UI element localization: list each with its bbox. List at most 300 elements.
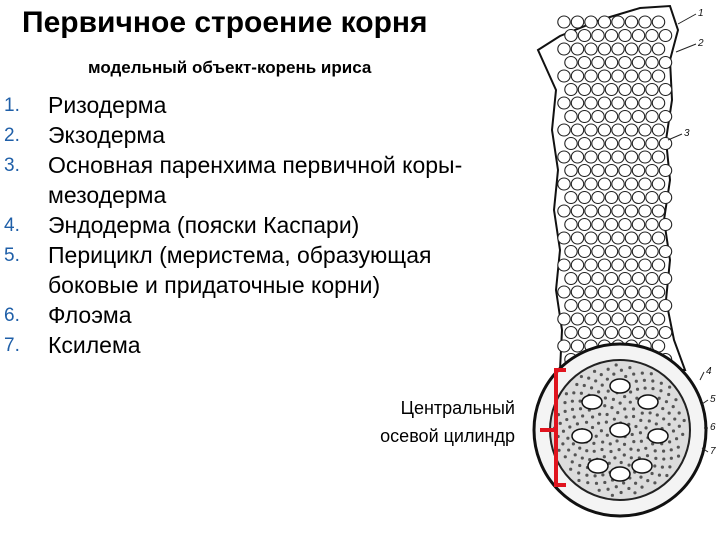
cortex-cell xyxy=(639,178,651,190)
tissue-dot xyxy=(639,476,642,479)
tissue-dot xyxy=(632,440,635,443)
tissue-dot xyxy=(654,449,657,452)
cortex-cell xyxy=(625,259,637,271)
tissue-dot xyxy=(648,419,651,422)
cortex-cell xyxy=(652,97,664,109)
tissue-dot xyxy=(577,479,580,482)
tissue-dot xyxy=(632,407,635,410)
list-item-xylem xyxy=(0,330,462,360)
tissue-dot xyxy=(595,435,598,438)
tissue-dot xyxy=(677,455,680,458)
cortex-cell xyxy=(619,138,631,150)
cortex-cell xyxy=(619,192,631,204)
cortex-cell xyxy=(565,165,577,177)
cortex-cell xyxy=(619,111,631,123)
tissue-dot xyxy=(615,363,618,366)
tissue-dot xyxy=(585,421,588,424)
cortex-cell xyxy=(565,138,577,150)
list-number: 2. xyxy=(4,125,20,146)
tissue-dot xyxy=(580,392,583,395)
cortex-cell xyxy=(652,286,664,298)
tissue-dot xyxy=(619,402,622,405)
cortex-cell xyxy=(578,273,590,285)
tissue-dot xyxy=(629,390,632,393)
tissue-dot xyxy=(563,401,566,404)
cortex-cell xyxy=(659,57,671,69)
cortex-cell xyxy=(585,178,597,190)
cortex-cell xyxy=(585,124,597,136)
tissue-dot xyxy=(670,457,673,460)
tissue-dot xyxy=(632,372,635,375)
list-number: 5. xyxy=(4,245,20,266)
tissue-dot xyxy=(600,448,603,451)
tissue-dot xyxy=(673,417,676,420)
tissue-dot xyxy=(605,421,608,424)
cortex-cell xyxy=(598,43,610,55)
tissue-dot xyxy=(579,407,582,410)
tissue-dot xyxy=(606,488,609,491)
cortex-cell xyxy=(571,151,583,163)
tissue-dot xyxy=(668,423,671,426)
cortex-cell xyxy=(558,205,570,217)
cortex-cell xyxy=(605,192,617,204)
cortex-cell xyxy=(571,232,583,244)
tissue-dot xyxy=(624,375,627,378)
cortex-cell xyxy=(652,43,664,55)
cortex-cell xyxy=(612,43,624,55)
cortex-cell xyxy=(592,165,604,177)
cortex-cell xyxy=(605,84,617,96)
cortex-cell xyxy=(565,300,577,312)
tissue-dot xyxy=(579,400,582,403)
cortex-cell xyxy=(585,43,597,55)
cortex-cell xyxy=(612,286,624,298)
list-item-exodermis xyxy=(0,120,462,150)
list-item-text: Эндодерма (пояски Каспари) xyxy=(48,212,360,238)
tissue-dot xyxy=(646,479,649,482)
tissue-dot xyxy=(591,426,594,429)
list-item-text: боковые и придаточные корни) xyxy=(48,272,381,298)
tissue-dot xyxy=(629,448,632,451)
cortex-cell xyxy=(659,192,671,204)
tissue-dot xyxy=(606,434,609,437)
cortex-cell xyxy=(585,16,597,28)
cortex-cell xyxy=(632,246,644,258)
tissue-dot xyxy=(617,448,620,451)
cortex-cell xyxy=(571,97,583,109)
cortex-cell xyxy=(578,192,590,204)
tissue-dot xyxy=(668,465,671,468)
figure-label: 4 xyxy=(706,366,712,377)
cortex-cell xyxy=(646,327,658,339)
tissue-dot xyxy=(678,411,681,414)
tissue-dot xyxy=(674,398,677,401)
cortex-cell xyxy=(598,151,610,163)
tissue-dot xyxy=(683,419,686,422)
tissue-dot xyxy=(627,487,630,490)
tissue-dot xyxy=(640,440,643,443)
cortex-cell xyxy=(565,327,577,339)
cortex-cell xyxy=(605,30,617,42)
cortex-cell xyxy=(619,165,631,177)
tissue-dot xyxy=(605,413,608,416)
cortex-cell xyxy=(585,97,597,109)
tissue-dot xyxy=(587,377,590,380)
cortex-cell xyxy=(619,84,631,96)
tissue-dot xyxy=(643,386,646,389)
figure-label: 3 xyxy=(684,128,690,139)
tissue-dot xyxy=(598,489,601,492)
tissue-dot xyxy=(609,442,612,445)
tissue-dot xyxy=(559,422,562,425)
cortex-cell xyxy=(605,327,617,339)
cortex-cell xyxy=(639,259,651,271)
tissue-dot xyxy=(603,455,606,458)
tissue-dot xyxy=(565,418,568,421)
list-number: 1. xyxy=(4,95,20,116)
cortex-cell xyxy=(625,151,637,163)
cortex-cell xyxy=(612,97,624,109)
tissue-dot xyxy=(604,396,607,399)
tissue-dot xyxy=(585,449,588,452)
tissue-dot xyxy=(650,372,653,375)
figure-label: 1 xyxy=(698,8,704,19)
cortex-cell xyxy=(605,219,617,231)
cortex-cell xyxy=(585,259,597,271)
cortex-cell xyxy=(632,300,644,312)
cortex-cell xyxy=(612,205,624,217)
tissue-dot xyxy=(635,380,638,383)
cortex-cell xyxy=(578,84,590,96)
tissue-dot xyxy=(561,442,564,445)
tissue-dot xyxy=(601,384,604,387)
list-item-parenchyma xyxy=(0,150,462,210)
cortex-cell xyxy=(592,138,604,150)
tissue-dot xyxy=(656,413,659,416)
tissue-dot xyxy=(567,448,570,451)
cortex-cell xyxy=(619,219,631,231)
cortex-cell xyxy=(578,30,590,42)
list-item-text: Перицикл (меристема, образующая xyxy=(48,242,432,268)
tissue-dot xyxy=(600,373,603,376)
cortex-cell xyxy=(578,219,590,231)
leader-line xyxy=(702,400,708,404)
cortex-cell xyxy=(646,57,658,69)
xylem-vessel xyxy=(610,423,630,437)
tissue-dot xyxy=(598,413,601,416)
cortex-cell xyxy=(646,84,658,96)
tissue-dot xyxy=(623,453,626,456)
tissue-dot xyxy=(612,398,615,401)
cortex-cell xyxy=(639,205,651,217)
cortex-cell xyxy=(612,232,624,244)
cortex-cell xyxy=(558,151,570,163)
cortex-cell xyxy=(619,327,631,339)
tissue-dot xyxy=(615,439,618,442)
tissue-dot xyxy=(633,491,636,494)
list-item-text: Флоэма xyxy=(48,302,132,328)
tissue-dot xyxy=(643,379,646,382)
cortex-cell xyxy=(625,43,637,55)
tissue-dot xyxy=(653,464,656,467)
cortex-cell xyxy=(646,30,658,42)
central-cylinder-label-line2: осевой цилиндр xyxy=(380,426,515,446)
root-cross-section-figure xyxy=(520,0,720,540)
tissue-dot xyxy=(649,411,652,414)
tissue-dot xyxy=(654,457,657,460)
tissue-dot xyxy=(660,382,663,385)
cortex-cell xyxy=(625,205,637,217)
cortex-cell xyxy=(625,232,637,244)
tissue-dot xyxy=(580,375,583,378)
cortex-cell xyxy=(585,151,597,163)
tissue-dot xyxy=(630,456,633,459)
cortex-cell xyxy=(558,97,570,109)
tissue-dot xyxy=(667,393,670,396)
cortex-cell xyxy=(646,246,658,258)
leader-line xyxy=(676,44,696,52)
tissue-dot xyxy=(593,450,596,453)
tissue-dot xyxy=(627,464,630,467)
cortex-cell xyxy=(632,327,644,339)
cortex-cell xyxy=(585,70,597,82)
cortex-cell xyxy=(571,178,583,190)
tissue-dot xyxy=(597,422,600,425)
cortex-cell xyxy=(571,340,583,352)
cortex-cell xyxy=(625,16,637,28)
list-item-text: Ризодерма xyxy=(48,92,167,118)
tissue-dot xyxy=(571,408,574,411)
list-item-text: Основная паренхима первичной коры- xyxy=(48,152,463,178)
tissue-dot xyxy=(631,433,634,436)
tissue-dot xyxy=(639,431,642,434)
tissue-dot xyxy=(577,471,580,474)
cortex-cell xyxy=(592,192,604,204)
cortex-cell xyxy=(585,313,597,325)
tissue-dot xyxy=(600,429,603,432)
tissue-dot xyxy=(653,481,656,484)
tissue-dot xyxy=(662,417,665,420)
tissue-dot xyxy=(622,481,625,484)
cortex-cell xyxy=(558,16,570,28)
cortex-cell xyxy=(598,178,610,190)
cortex-cell xyxy=(625,178,637,190)
tissue-dot xyxy=(594,379,597,382)
list-item-endodermis xyxy=(0,210,462,240)
tissue-dot xyxy=(668,412,671,415)
cortex-cell xyxy=(592,327,604,339)
cortex-cell xyxy=(565,192,577,204)
tissue-dot xyxy=(585,474,588,477)
cortex-cell xyxy=(632,219,644,231)
list-item-text: Ксилема xyxy=(48,332,141,358)
tissue-dot xyxy=(574,453,577,456)
cortex-cell xyxy=(659,165,671,177)
tissue-dot xyxy=(636,388,639,391)
cortex-cell xyxy=(598,124,610,136)
tissue-dot xyxy=(662,457,665,460)
cortex-cell xyxy=(612,151,624,163)
tissue-dot xyxy=(623,443,626,446)
cortex-cell xyxy=(598,16,610,28)
cortex-cell xyxy=(632,138,644,150)
cortex-cell xyxy=(659,300,671,312)
tissue-dot xyxy=(681,433,684,436)
cortex-cell xyxy=(585,286,597,298)
tissue-dot xyxy=(672,405,675,408)
figure-label: 7 xyxy=(710,446,716,457)
cortex-cell xyxy=(571,70,583,82)
cortex-cell xyxy=(639,97,651,109)
page-title: Первичное строение корня xyxy=(22,6,428,39)
tissue-dot xyxy=(650,472,653,475)
cortex-cell xyxy=(565,57,577,69)
cortex-cell xyxy=(598,313,610,325)
cortex-cell xyxy=(652,205,664,217)
cortex-cell xyxy=(639,16,651,28)
tissue-dot xyxy=(586,481,589,484)
cortex-cell xyxy=(659,273,671,285)
tissue-dot xyxy=(665,474,668,477)
cortex-cell xyxy=(571,16,583,28)
cortex-cell xyxy=(605,138,617,150)
tissue-dot xyxy=(590,386,593,389)
tissue-dot xyxy=(670,448,673,451)
cortex-cell xyxy=(659,111,671,123)
list-number: 4. xyxy=(4,215,20,236)
tissue-dot xyxy=(629,401,632,404)
tissue-dot xyxy=(616,411,619,414)
tissue-dot xyxy=(569,468,572,471)
tissue-dot xyxy=(592,442,595,445)
cortex-cell xyxy=(558,286,570,298)
cortex-cell xyxy=(598,286,610,298)
tissue-dot xyxy=(564,455,567,458)
list-item-rhizodermis xyxy=(0,90,462,120)
tissue-dot xyxy=(651,387,654,390)
cortex-cell xyxy=(652,151,664,163)
tissue-dot xyxy=(661,407,664,410)
tissue-dot xyxy=(661,466,664,469)
cortex-cell xyxy=(625,313,637,325)
cortex-cell xyxy=(659,30,671,42)
tissue-dot xyxy=(612,373,615,376)
cortex-cell xyxy=(605,300,617,312)
cortex-cell xyxy=(565,30,577,42)
tissue-dot xyxy=(597,390,600,393)
cortex-cell xyxy=(578,165,590,177)
tissue-dot xyxy=(611,494,614,497)
cortex-cell xyxy=(659,219,671,231)
figure-label: 5 xyxy=(710,394,716,405)
tissue-dot xyxy=(591,415,594,418)
tissue-dot xyxy=(623,407,626,410)
cortex-cell xyxy=(652,124,664,136)
cortex-cell xyxy=(592,219,604,231)
cortex-cell xyxy=(632,57,644,69)
tissue-dot xyxy=(609,450,612,453)
cortex-cell xyxy=(652,259,664,271)
tissue-dot xyxy=(646,454,649,457)
tissue-dot xyxy=(603,404,606,407)
cortex-cell xyxy=(565,246,577,258)
xylem-vessel xyxy=(648,429,668,443)
cortex-cell xyxy=(598,70,610,82)
cortex-cell xyxy=(592,300,604,312)
tissue-dot xyxy=(640,486,643,489)
cortex-cell xyxy=(646,192,658,204)
figure-label: 6 xyxy=(710,422,716,433)
cortex-cell xyxy=(598,205,610,217)
tissue-dot xyxy=(583,384,586,387)
tissue-list xyxy=(0,90,462,360)
cortex-cell xyxy=(659,246,671,258)
tissue-dot xyxy=(644,447,647,450)
cortex-cell xyxy=(619,300,631,312)
cortex-cell xyxy=(558,178,570,190)
cortex-cell xyxy=(632,165,644,177)
cortex-cell xyxy=(578,111,590,123)
tissue-dot xyxy=(610,406,613,409)
cortex-cell xyxy=(592,30,604,42)
tissue-dot xyxy=(607,368,610,371)
cortex-cell xyxy=(632,30,644,42)
cortex-cell xyxy=(612,124,624,136)
list-item-phloem xyxy=(0,300,462,330)
tissue-dot xyxy=(576,422,579,425)
cortex-cell xyxy=(646,300,658,312)
cortex-cell xyxy=(625,286,637,298)
leader-line xyxy=(678,14,696,24)
page-subtitle: модельный объект-корень ириса xyxy=(88,58,372,77)
cortex-cell xyxy=(646,273,658,285)
cortex-cell xyxy=(639,151,651,163)
cortex-cell xyxy=(558,340,570,352)
root-section-drawing xyxy=(520,0,720,540)
cortex-cell xyxy=(612,178,624,190)
tissue-dot xyxy=(651,379,654,382)
cortex-cell xyxy=(625,124,637,136)
cortex-cell xyxy=(652,16,664,28)
xylem-vessel xyxy=(572,429,592,443)
tissue-dot xyxy=(613,456,616,459)
xylem-vessel xyxy=(610,379,630,393)
cortex-cell xyxy=(558,43,570,55)
list-item-pericycle xyxy=(0,240,462,300)
xylem-vessel xyxy=(632,459,652,473)
tissue-dot xyxy=(562,430,565,433)
list-number: 3. xyxy=(4,155,20,176)
cortex-cell xyxy=(612,313,624,325)
tissue-dot xyxy=(634,482,637,485)
cortex-cell xyxy=(592,57,604,69)
cortex-cell xyxy=(619,57,631,69)
xylem-vessel xyxy=(582,395,602,409)
tissue-dot xyxy=(565,392,568,395)
tissue-dot xyxy=(641,411,644,414)
central-cylinder-label-line1: Центральный xyxy=(400,398,515,418)
cortex-cell xyxy=(652,232,664,244)
tissue-dot xyxy=(639,419,642,422)
xylem-vessel xyxy=(638,395,658,409)
cortex-cell xyxy=(592,273,604,285)
cortex-cell xyxy=(639,286,651,298)
tissue-dot xyxy=(634,425,637,428)
tissue-dot xyxy=(568,425,571,428)
tissue-dot xyxy=(571,460,574,463)
cortex-cell xyxy=(605,273,617,285)
cortex-cell xyxy=(558,232,570,244)
